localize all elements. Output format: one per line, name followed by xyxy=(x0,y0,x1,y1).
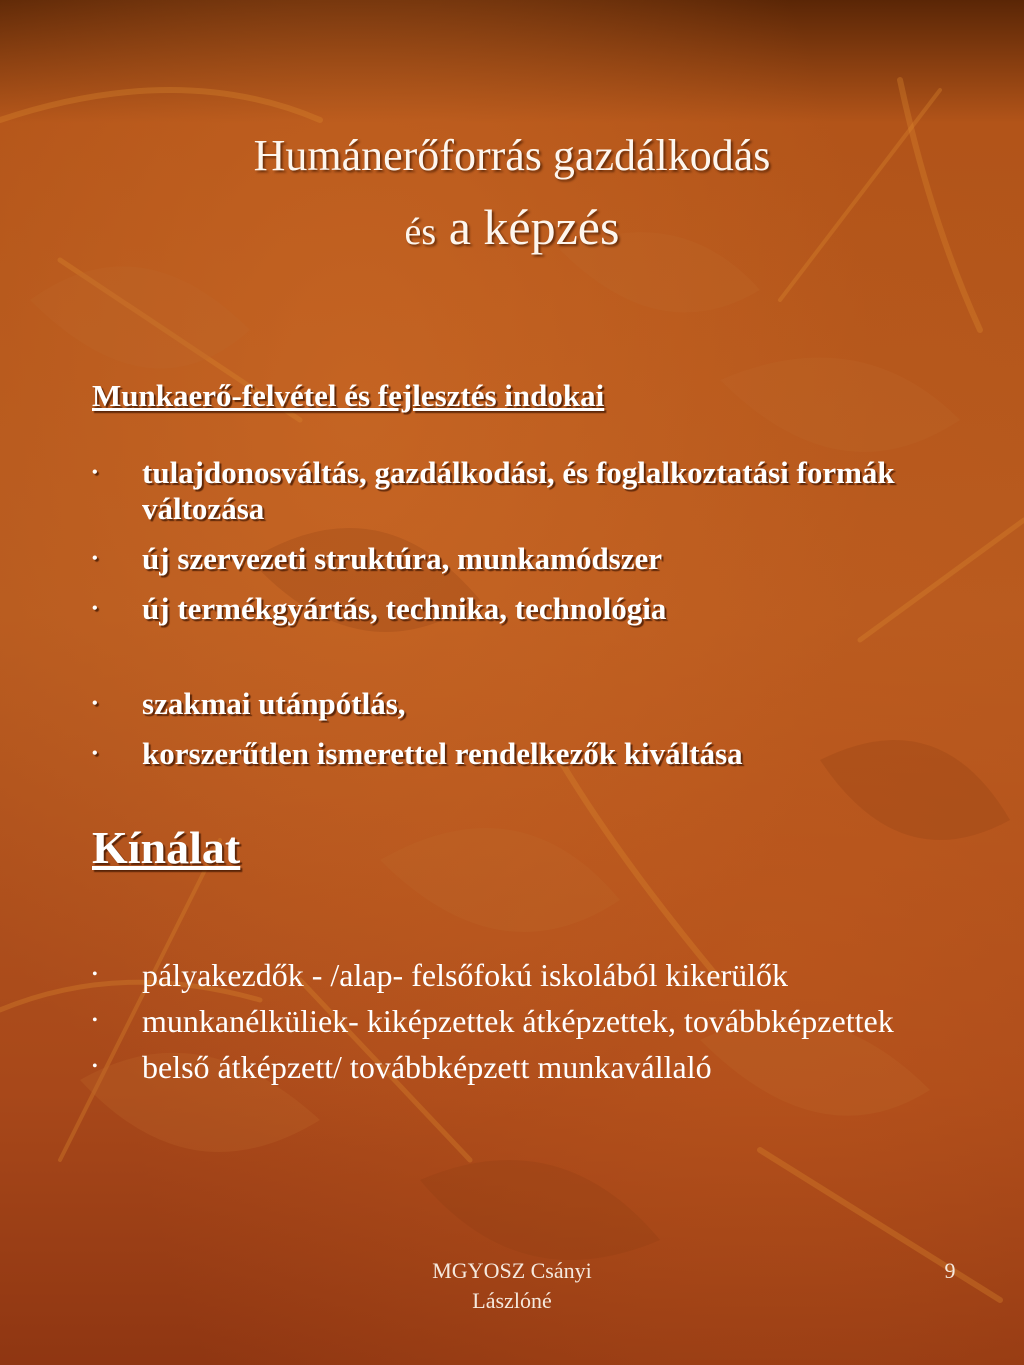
reasons-list-2 xyxy=(0,686,1024,786)
list-item xyxy=(0,541,942,577)
footer-author-line2: Lászlóné xyxy=(472,1288,552,1313)
section-heading-reasons: Munkaerő-felvétel és fejlesztés indokai xyxy=(92,378,605,413)
footer-author-line1: MGYOSZ Csányi xyxy=(432,1258,592,1283)
reasons-list-1 xyxy=(0,455,1024,641)
supply-list xyxy=(0,955,1024,1093)
list-item-text: munkanélküliek- kiképzettek átképzettek, továbbképzettek xyxy=(142,1003,894,1039)
list-item xyxy=(0,1047,942,1087)
list-item-text: korszerűtlen ismerettel rendelkezők kiváltása xyxy=(142,736,743,771)
section-heading-supply: Kínálat xyxy=(92,822,241,873)
list-item-text: tulajdonosváltás, gazdálkodási, és foglalkoztatási formák változása xyxy=(142,455,895,526)
bullet-icon: • xyxy=(92,1058,98,1075)
bullet-icon: • xyxy=(92,464,98,481)
list-item-text: pályakezdők - /alap- felsőfokú iskolából kikerülők xyxy=(142,957,789,993)
bullet-icon: • xyxy=(92,966,98,983)
list-item xyxy=(0,591,942,627)
list-item xyxy=(0,736,942,772)
list-item xyxy=(0,686,942,722)
slide-title-line1: Humánerőforrás gazdálkodás xyxy=(253,131,771,180)
bullet-icon: • xyxy=(92,745,98,762)
title-main-word: a képzés xyxy=(448,199,620,255)
list-item-text: belső átképzett/ továbbképzett munkavállaló xyxy=(142,1049,712,1085)
list-item-text: szakmai utánpótlás, xyxy=(142,686,406,721)
bullet-icon: • xyxy=(92,600,98,617)
title-conjunction: és xyxy=(404,211,437,253)
bullet-icon: • xyxy=(92,550,98,567)
list-item xyxy=(0,455,942,527)
list-item xyxy=(0,1001,942,1041)
page-number: 9 xyxy=(944,1258,956,1283)
list-item-text: új termékgyártás, technika, technológia xyxy=(142,591,667,626)
slide-title-line2 xyxy=(0,196,1024,263)
list-item-text: új szervezeti struktúra, munkamódszer xyxy=(142,541,663,576)
footer-author xyxy=(380,1256,644,1316)
bullet-icon: • xyxy=(92,1012,98,1029)
bullet-icon: • xyxy=(92,695,98,712)
list-item xyxy=(0,955,942,995)
